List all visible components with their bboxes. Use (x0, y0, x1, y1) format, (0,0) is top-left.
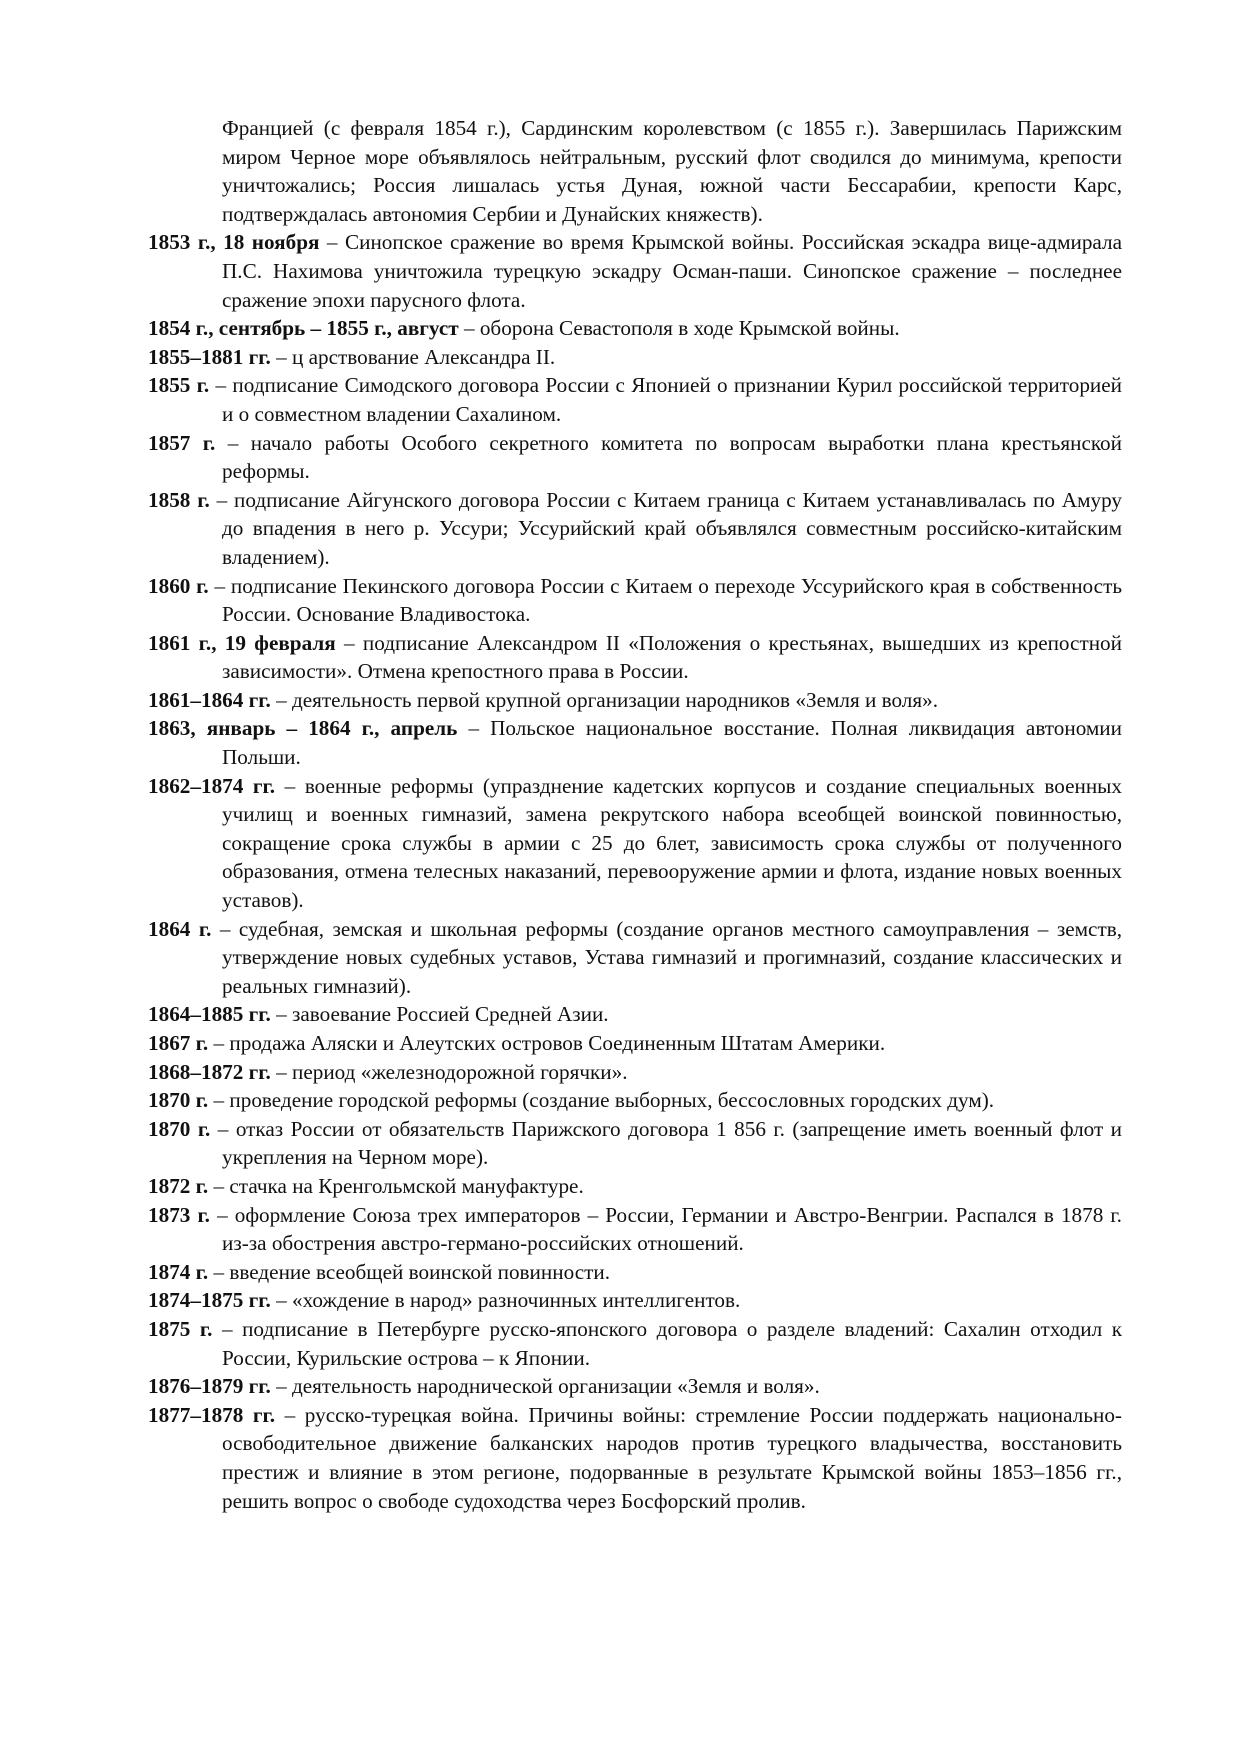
chronology-entry (148, 915, 1122, 1001)
chronology-entry (148, 1086, 1122, 1115)
chronology-entry (148, 371, 1122, 428)
entry-text: – судебная, земская и школьная реформы (создание органов местного самоуправления – земств, утверждение новых судебных уставов, Устава гимназий и прогимназий, создание классических и реальных гимназий). (211, 916, 1123, 998)
entry-text: – подписание в Петербурге русско-японского договора о разделе владений: Сахалин отходил к России, Курильские острова – к Японии. (212, 1316, 1122, 1370)
entry-date: 1876–1879 гг. (148, 1374, 271, 1399)
entry-text: – военные реформы (упразднение кадетских корпусов и создание специальных военных училищ и военных гимназий, замена рекрутского набора всеобщей воинской повинностью, сокращение срока службы в армии с 25 до 6лет, зависимость срока службы от полученного образования, отмена телесных наказаний, перевооружение армии и флота, издание новых военных уставов). (222, 773, 1122, 913)
entry-date: 1874 г. (148, 1259, 209, 1284)
entry-text: – русско-турецкая война. Причины войны: стремление России поддержать национально-освободительное движение балканских народов против турецкого владычества, восстановить престиж и влияние в этом регионе, подорванные в результате Крымской войны 1853–1856 гг., решить вопрос о свободе судоходства через Босфорский пролив. (222, 1402, 1122, 1513)
entry-text: – оформление Союза трех императоров – России, Германии и Австро-Венгрии. Распался в 1878 г. из-за обострения австро-германо-российских отношений. (209, 1202, 1122, 1256)
entry-date: 1854 г., сентябрь – 1855 г., август (148, 316, 459, 341)
chronology-list (148, 114, 1122, 1515)
entry-text: – Синопское сражение во время Крымской войны. Российская эскадра вице-адмирала П.С. Нахимова уничтожила турецкую эскадру Осман-паши. Синопское сражение – последнее сражение эпохи парусного флота. (222, 230, 1122, 312)
entry-date: 1868–1872 гг. (148, 1059, 271, 1084)
entry-text: – Польское национальное восстание. Полная ликвидация автономии Польши. (222, 716, 1122, 770)
entry-date: 1864 г. (148, 916, 212, 941)
entry-date: 1873 г. (148, 1202, 210, 1227)
entry-date: 1870 г. (148, 1116, 211, 1141)
entry-date: 1857 г. (148, 430, 216, 455)
chronology-entry (148, 1000, 1122, 1029)
entry-date: 1864–1885 гг. (148, 1002, 271, 1027)
entry-date: 1874–1875 гг. (148, 1288, 271, 1313)
chronology-entry (148, 772, 1122, 915)
chronology-entry (148, 314, 1122, 343)
chronology-entry (148, 1172, 1122, 1201)
entry-date: 1853 г., 18 ноября (148, 230, 320, 255)
entry-text: – подписание Александром II «Положения о крестьянах, вышедших из крепостной зависимости». Отмена крепостного права в России. (222, 630, 1122, 684)
entry-text: – подписание Пекинского договора России с Китаем о переходе Уссурийского края в собственность России. Основание Владивостока. (208, 573, 1122, 627)
entry-text: – деятельность народнической организации «Земля и воля». (270, 1374, 820, 1399)
chronology-entry (148, 1401, 1122, 1515)
chronology-entry (148, 714, 1122, 771)
entry-text: – деятельность первой крупной организации народников «Земля и воля». (270, 687, 939, 712)
entry-text: – продажа Аляски и Алеутских островов Соединенным Штатам Америки. (208, 1031, 886, 1055)
entry-date: 1855 г. (148, 373, 210, 398)
chronology-entry (148, 572, 1122, 629)
entry-text: – оборона Севастополя в ходе Крымской войны. (458, 316, 900, 341)
chronology-entry (148, 486, 1122, 572)
chronology-entry (148, 1201, 1122, 1258)
entry-text: – завоевание Россией Средней Азии. (270, 1002, 609, 1027)
entry-date: 1861 г., 19 февраля (148, 630, 336, 655)
chronology-entry (148, 1258, 1122, 1287)
entry-text: – проведение городской реформы (создание выборных, бессословных городских дум). (208, 1088, 995, 1113)
entry-date: 1870 г. (148, 1088, 209, 1113)
entries-container (148, 228, 1122, 1515)
continued-paragraph: Францией (с февраля 1854 г.), Сардинским королевством (с 1855 г.). Завершилась Парижским миром Черное море объявлялось нейтральным, русский флот сводился до минимума, крепости уничтожались; Россия лишалась устья Дуная, южной части Бессарабии, крепости Карс, подтверждалась автономия Сербии и Дунайских княжеств). (222, 116, 1122, 226)
entry-text: – введение всеобщей воинской повинности. (208, 1259, 610, 1284)
entry-date: 1863, январь – 1864 г., апрель (148, 716, 458, 741)
entry-date: 1875 г. (148, 1316, 213, 1341)
chronology-entry (148, 228, 1122, 314)
entry-date: 1860 г. (148, 573, 209, 598)
chronology-entry (148, 343, 1122, 372)
chronology-entry (148, 1315, 1122, 1372)
entry-text: – ц арствование Александра II. (270, 344, 556, 369)
chronology-entry (148, 1286, 1122, 1315)
entry-text: – стачка на Кренгольмской мануфактуре. (208, 1173, 584, 1198)
entry-text: – отказ России от обязательств Парижского договора 1 856 г. (запрещение иметь военный флот и укрепления на Черном море). (210, 1116, 1122, 1170)
entry-text: – период «железнодорожной горячки». (270, 1059, 628, 1084)
entry-date: 1855–1881 гг. (148, 344, 271, 369)
chronology-entry (148, 1115, 1122, 1172)
chronology-entry (148, 1058, 1122, 1087)
entry-date: 1877–1878 гг. (148, 1402, 276, 1427)
entry-text: – «хождение в народ» разночинных интеллигентов. (270, 1288, 741, 1313)
entry-date: 1861–1864 гг. (148, 687, 271, 712)
entry-text: – подписание Айгунского договора России с Китаем граница с Китаем устанавливалась по Амуру до впадения в него р. Уссури; Уссурийский край объявлялся совместным российско-китайским владением). (209, 487, 1122, 569)
chronology-entry (148, 429, 1122, 486)
entry-text: – начало работы Особого секретного комитета по вопросам выработки плана крестьянской реформы. (215, 430, 1122, 484)
chronology-entry (148, 629, 1122, 686)
entry-date: 1867 г. (148, 1031, 209, 1055)
entry-text: – подписание Симодского договора России с Японией о признании Курил российской территорией и о совместном владении Сахалином. (209, 373, 1122, 426)
chronology-entry (148, 686, 1122, 715)
chronology-entry (148, 1029, 1122, 1058)
entry-date: 1872 г. (148, 1173, 209, 1198)
chronology-entry (148, 1372, 1122, 1401)
entry-date: 1858 г. (148, 487, 210, 512)
entry-date: 1862–1874 гг. (148, 773, 276, 798)
